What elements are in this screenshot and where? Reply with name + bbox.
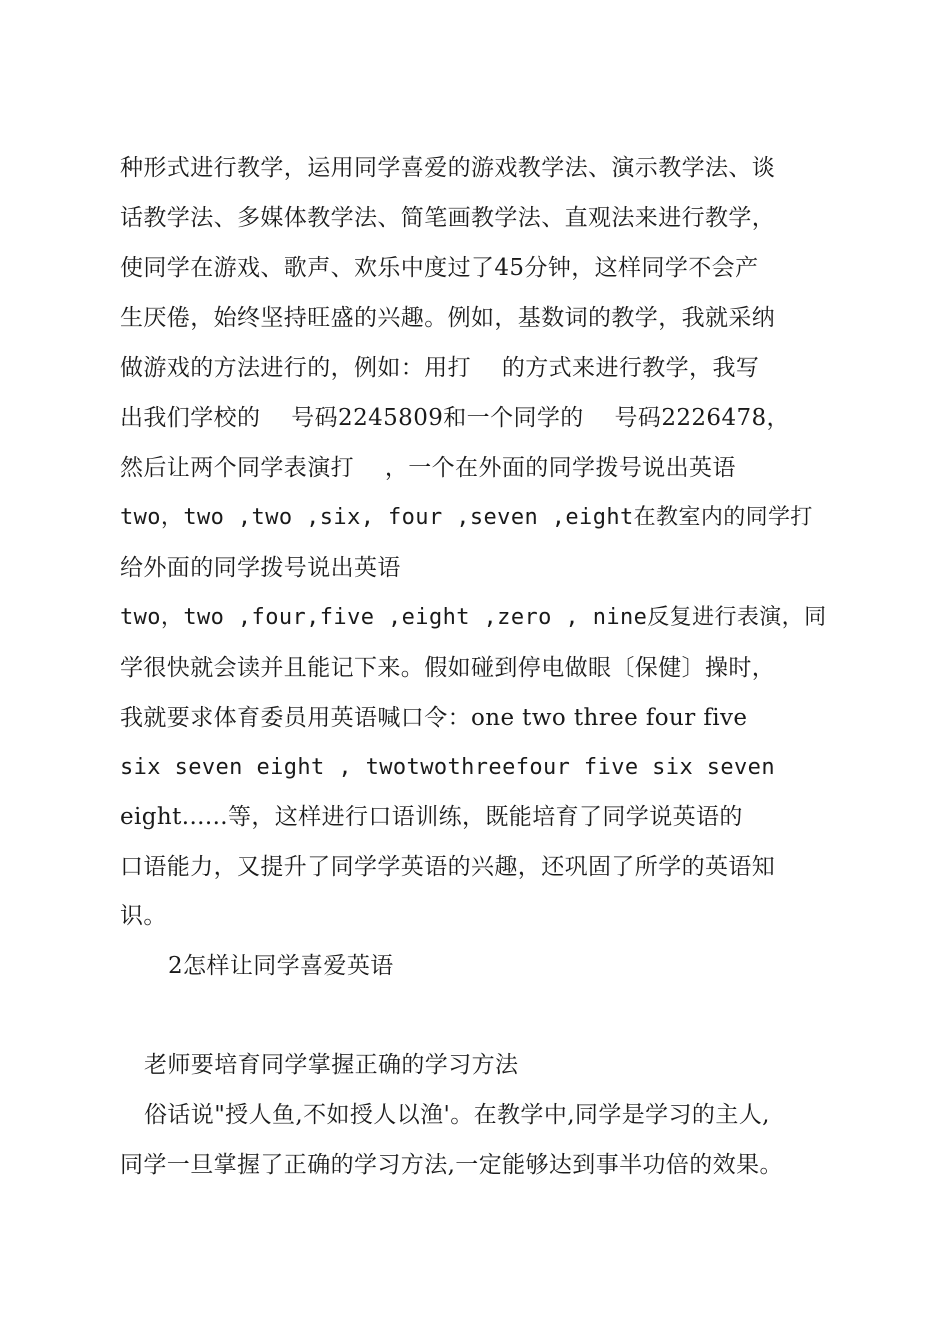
body-line-15: 口语能力，又提升了同学学英语的兴趣，还巩固了所学的英语知 xyxy=(120,854,776,880)
body-line-8: two，two ,two ,six, four ,seven ,eight在教室内的同学打 xyxy=(120,505,813,530)
body-line-5: 做游戏的方法进行的，例如：用打 的方式来进行教学，我写 xyxy=(120,355,760,381)
body-line-14: eight......等，这样进行口语训练，既能培育了同学说英语的 xyxy=(120,804,743,830)
body-line-6: 出我们学校的 号码2245809和一个同学的 号码2226478， xyxy=(120,405,790,431)
body-line-16: 识。 xyxy=(120,903,167,929)
body-line-7: 然后让两个同学表演打 ，一个在外面的同学拨号说出英语 xyxy=(120,455,736,481)
body-line-1: 种形式进行教学，运用同学喜爱的游戏教学法、演示教学法、谈 xyxy=(120,155,776,181)
body-line-2: 话教学法、多媒体教学法、简笔画教学法、直观法来进行教学， xyxy=(120,205,776,231)
body-line-9: 给外面的同学拨号说出英语 xyxy=(120,555,401,581)
paragraph-line-1: 俗话说"授人鱼,不如授人以渔'。在教学中,同学是学习的主人, xyxy=(144,1102,770,1128)
body-line-12: 我就要求体育委员用英语喊口令：one two three four five xyxy=(120,705,748,731)
paragraph-line-2: 同学一旦掌握了正确的学习方法,一定能够达到事半功倍的效果。 xyxy=(120,1152,783,1178)
body-line-10: two，two ,four,five ,eight ,zero , nine反复进行表演，同 xyxy=(120,605,827,630)
body-line-3: 使同学在游戏、歌声、欢乐中度过了45分钟，这样同学不会产 xyxy=(120,255,759,281)
body-line-13: six seven eight , twotwothreefour five six seven xyxy=(120,755,775,780)
body-line-11: 学很快就会读并且能记下来。假如碰到停电做眼〔保健〕操时， xyxy=(120,655,776,681)
body-line-4: 生厌倦，始终坚持旺盛的兴趣。例如，基数词的教学，我就采纳 xyxy=(120,305,776,331)
section-heading: 2怎样让同学喜爱英语 xyxy=(168,953,394,979)
subheading: 老师要培育同学掌握正确的学习方法 xyxy=(144,1052,519,1078)
